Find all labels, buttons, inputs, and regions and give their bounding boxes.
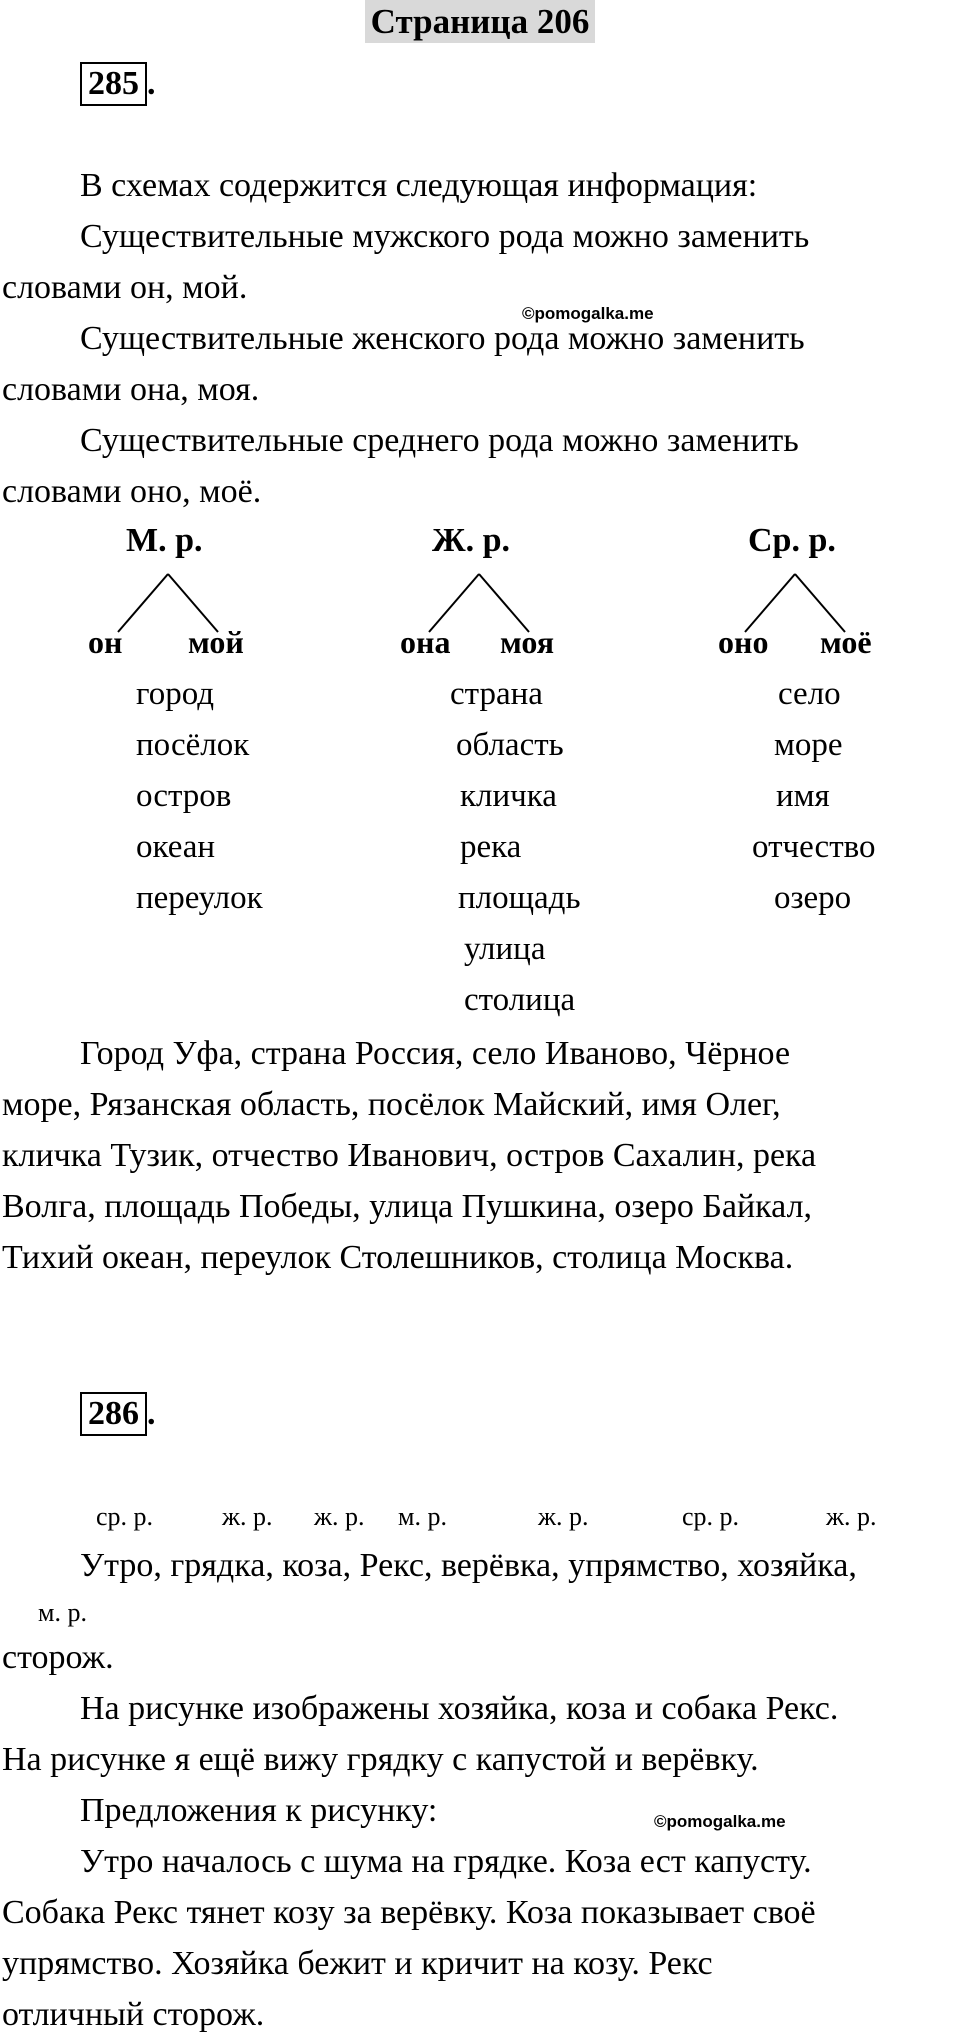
neuter-rule-line-2: словами оно, моё. [2,473,262,510]
page-title: Страница 206 [0,2,960,42]
paragraph-line: Предложения к рисунку: [80,1792,438,1829]
gender-label: ж. р. [538,1502,589,1531]
paragraph-line: Собака Рекс тянет козу за верёвку. Коза показывает своё [2,1894,816,1931]
gender-label: ж. р. [826,1502,877,1531]
gender-label: ж. р. [222,1502,273,1531]
list-item: река [460,829,522,865]
gender-label: ср. р. [96,1502,154,1531]
exercise-number-285: 285 . [80,62,156,106]
scheme-header-masculine: М. р. [126,522,203,559]
feminine-rule-line-1: Существительные женского рода можно заменить [80,320,805,357]
list-item: страна [450,676,543,712]
list-item: океан [136,829,216,865]
list-item: отчество [752,829,876,865]
text-line: кличка Тузик, отчество Иванович, остров Сахалин, река [2,1137,817,1174]
feminine-rule-line-2: словами она, моя. [2,371,260,408]
paragraph-line: На рисунке изображены хозяйка, коза и собака Рекс. [80,1690,839,1727]
pronoun-moy: мой [188,624,244,660]
scheme-header-feminine: Ж. р. [432,522,511,559]
paragraph-line: упрямство. Хозяйка бежит и кричит на козу. Рекс [2,1945,713,1982]
masculine-rule-line-1: Существительные мужского рода можно заменить [80,218,810,255]
list-item: столица [464,982,576,1018]
list-item: город [136,676,215,712]
words-line-last: сторож. [2,1639,114,1676]
list-item: остров [136,778,232,814]
masculine-rule-line-2: словами он, мой. [2,269,248,306]
pronoun-moya: моя [500,624,555,660]
list-item: имя [776,778,830,814]
gender-label: м. р. [38,1598,87,1627]
list-item: море [774,727,843,763]
pronoun-moyo: моё [820,624,872,660]
list-item: улица [464,931,546,967]
list-item: площадь [458,880,581,916]
text-line: Волга, площадь Победы, улица Пушкина, озеро Байкал, [2,1188,813,1225]
list-item: область [456,727,564,763]
pronoun-ona: она [400,624,451,660]
watermark: ©pomogalka.me [654,1812,786,1831]
text-line: Город Уфа, страна Россия, село Иваново, Чёрное [80,1035,791,1072]
gender-label: ж. р. [314,1502,365,1531]
text-line: Тихий океан, переулок Столешников, столица Москва. [2,1239,794,1276]
list-item: переулок [136,880,263,916]
list-item: посёлок [136,727,250,763]
list-item: село [778,676,841,712]
list-item: озеро [774,880,852,916]
neuter-rule-line-1: Существительные среднего рода можно заменить [80,422,799,459]
intro-text: В схемах содержится следующая информация: [80,167,758,204]
words-line: Утро, грядка, коза, Рекс, верёвка, упрямство, хозяйка, [80,1547,857,1584]
paragraph-line: На рисунке я ещё вижу грядку с капустой и верёвку. [2,1741,759,1778]
exercise-number-286: 286 . [80,1392,156,1436]
paragraph-line: Утро началось с шума на грядке. Коза ест капусту. [80,1843,812,1880]
pronoun-ono: оно [718,624,769,660]
text-line: море, Рязанская область, посёлок Майский, имя Олег, [2,1086,781,1123]
paragraph-line: отличный сторож. [2,1996,265,2033]
scheme-header-neuter: Ср. р. [748,522,836,559]
watermark: ©pomogalka.me [522,304,654,323]
list-item: кличка [460,778,557,814]
pronoun-on: он [88,624,123,660]
gender-label: ср. р. [682,1502,740,1531]
gender-label: м. р. [398,1502,447,1531]
